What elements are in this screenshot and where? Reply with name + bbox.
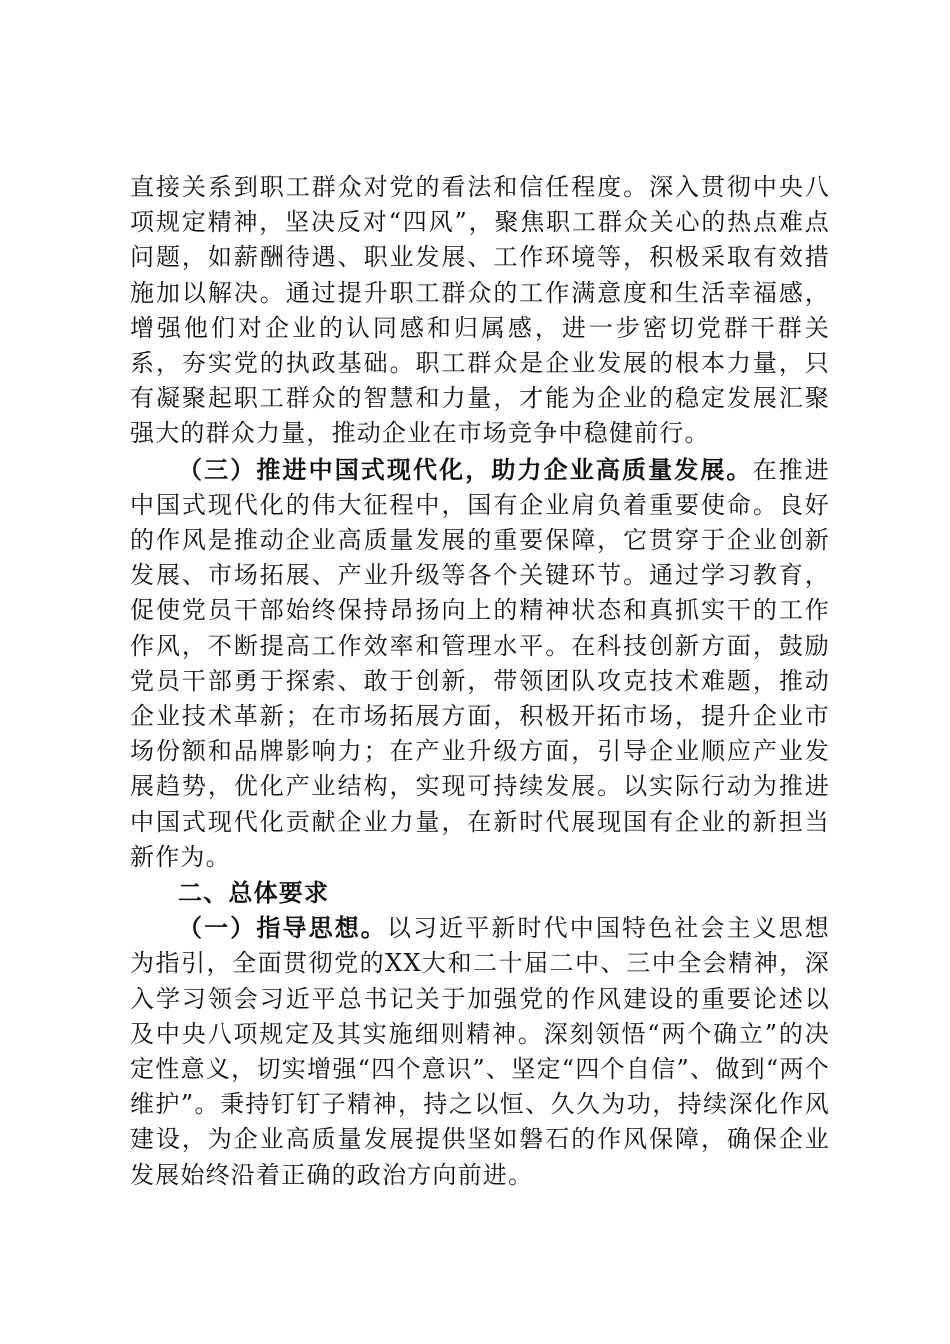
paragraph-section-1-3	[130, 452, 830, 875]
paragraph-body-1-3: 在推进中国式现代化的伟大征程中，国有企业肩负着重要使命。良好的作风是推动企业高质量发展的重要保障，它贯穿于企业创新发展、市场拓展、产业升级等各个关键环节。通过学习教育，促使党员干部始终保持昂扬向上的精神状态和真抓实干的工作作风，不断提高工作效率和管理水平。在科技创新方面，鼓励党员干部勇于探索、敢于创新，带领团队攻克技术难题，推动企业技术革新；在市场拓展方面，积极开拓市场，提升企业市场份额和品牌影响力；在产业升级方面，引导企业顺应产业发展趋势，优化产业结构，实现可持续发展。以实际行动为推进中国式现代化贡献企业力量，在新时代展现国有企业的新担当新作为。	[130, 455, 830, 871]
subsection-heading-1-3: （三）推进中国式现代化，助力企业高质量发展。	[178, 454, 753, 484]
document-page	[130, 170, 830, 1193]
paragraph-section-2-1	[130, 910, 830, 1193]
section-heading-2: 二、总体要求	[178, 878, 330, 908]
paragraph-body-2-1: 以习近平新时代中国特色社会主义思想为指引，全面贯彻党的XX大和二十届二中、三中全会精神，深入学习领会习近平总书记关于加强党的作风建设的重要论述以及中央八项规定及其实施细则精神。深刻领悟“两个确立”的决定性意义，切实增强“四个意识”、坚定“四个自信”、做到“两个维护”。秉持钉钉子精神，持之以恒、久久为功，持续深化作风建设，为企业高质量发展提供坚如磐石的作风保障，确保企业发展始终沿着正确的政治方向前进。	[130, 914, 830, 1189]
subsection-heading-2-1: （一）指导思想。	[178, 913, 387, 943]
paragraph-continuation: 直接关系到职工群众对党的看法和信任程度。深入贯彻中央八项规定精神，坚决反对“四风”，聚焦职工群众关心的热点难点问题，如薪酬待遇、职业发展、工作环境等，积极采取有效措施加以解决。通过提升职工群众的工作满意度和生活幸福感，增强他们对企业的认同感和归属感，进一步密切党群干群关系，夯实党的执政基础。职工群众是企业发展的根本力量，只有凝聚起职工群众的智慧和力量，才能为企业的稳定发展汇聚强大的群众力量，推动企业在市场竞争中稳健前行。	[130, 173, 830, 448]
